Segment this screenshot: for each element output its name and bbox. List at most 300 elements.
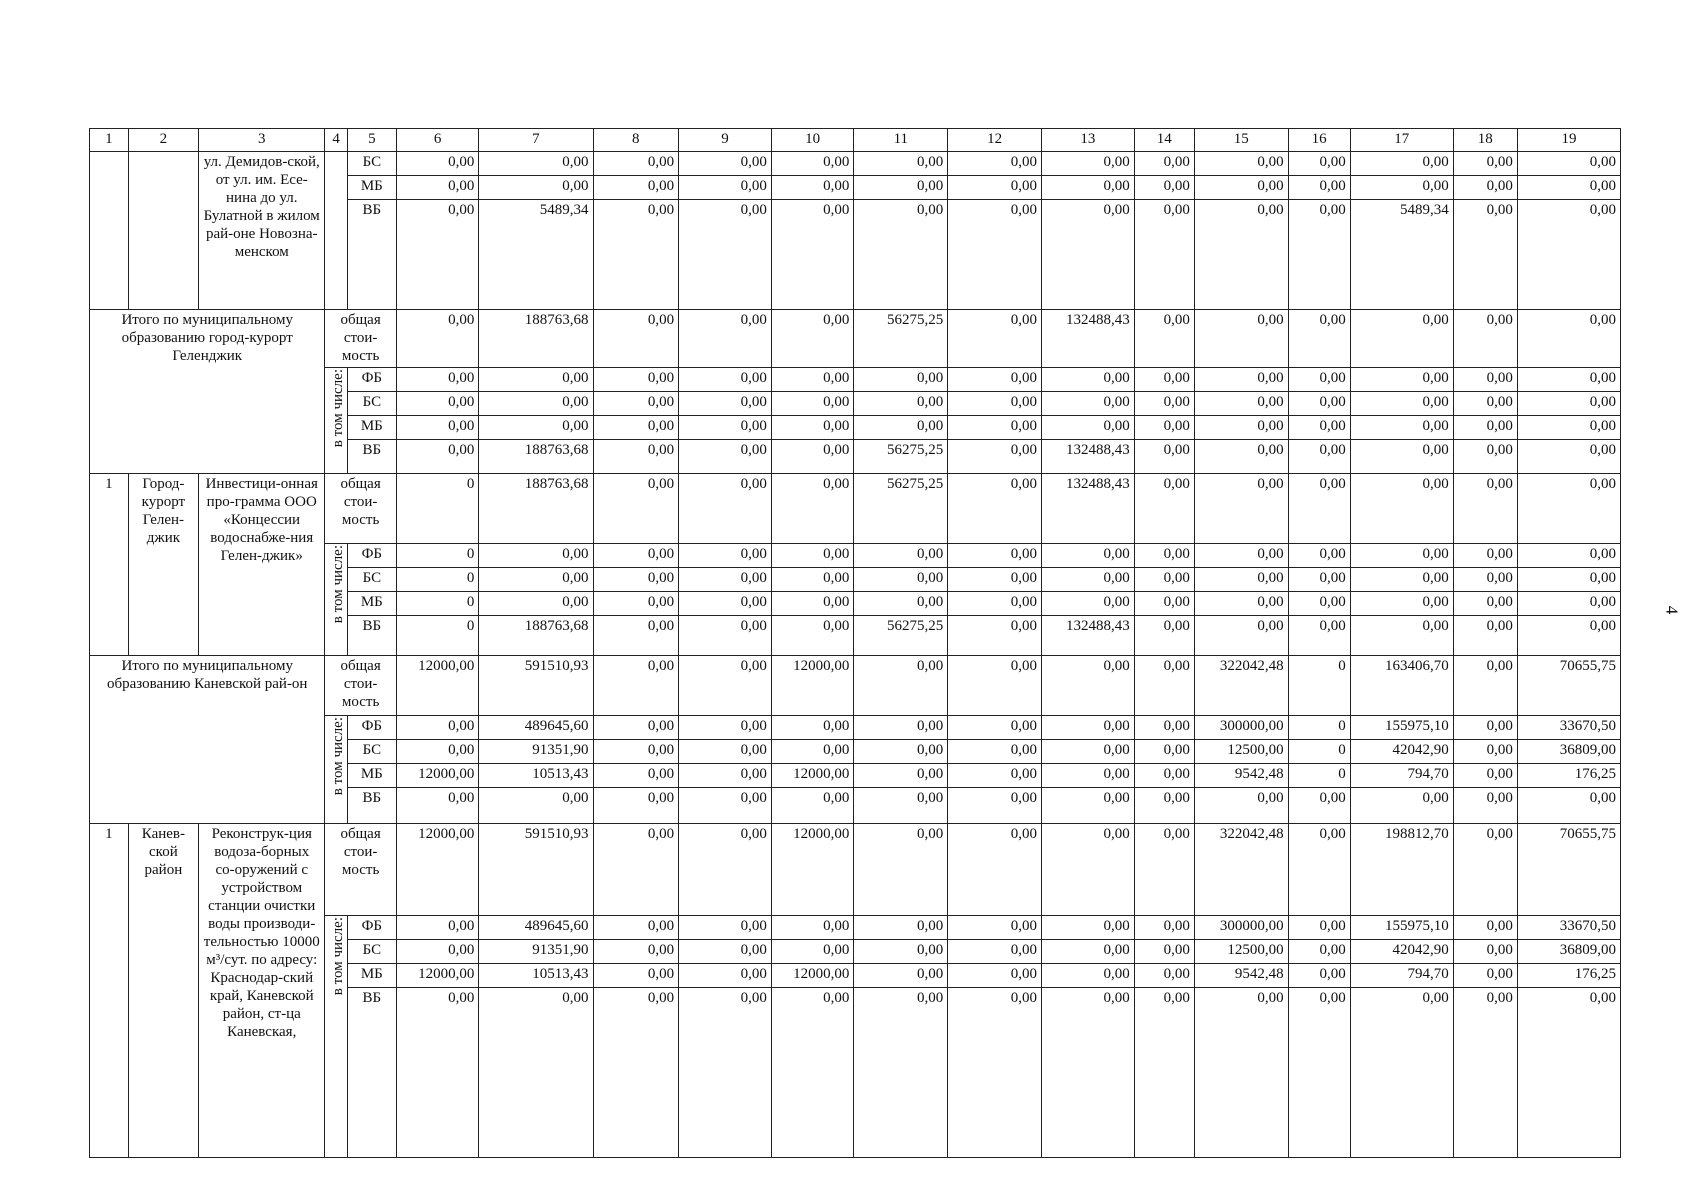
value-cell: 0,00 [1288,368,1350,392]
value-cell: 0,00 [1350,310,1453,368]
value-cell: 5489,34 [479,200,593,310]
value-cell: 70655,75 [1517,824,1620,916]
value-cell: 0,00 [1041,940,1134,964]
value-cell: 0,00 [1134,656,1194,716]
value-cell: 0,00 [1517,544,1620,568]
value-cell: 0,00 [771,616,854,656]
value-cell: 591510,93 [479,824,593,916]
column-header: 8 [593,129,679,152]
value-cell: 0 [1288,764,1350,788]
budget-type: МБ [347,764,396,788]
value-cell: 0,00 [593,568,679,592]
value-cell: 56275,25 [854,310,948,368]
value-cell: 0,00 [1517,176,1620,200]
value-cell: 0,00 [854,916,948,940]
budget-type: ВБ [347,788,396,824]
budget-type: ФБ [347,916,396,940]
value-cell: 0,00 [679,940,772,964]
budget-type: ВБ [347,200,396,310]
value-cell: 0 [1288,716,1350,740]
column-header: 1 [90,129,129,152]
value-cell: 0,00 [593,200,679,310]
value-cell: 0,00 [679,788,772,824]
value-cell: 0,00 [1134,616,1194,656]
value-cell: 0,00 [854,716,948,740]
value-cell: 0,00 [771,716,854,740]
value-cell: 0,00 [1350,568,1453,592]
value-cell: 0,00 [1453,656,1517,716]
value-cell: 12000,00 [771,656,854,716]
value-cell: 0,00 [679,716,772,740]
value-cell: 0,00 [1194,368,1288,392]
value-cell: 0,00 [771,176,854,200]
column-header: 17 [1350,129,1453,152]
value-cell: 0 [396,592,479,616]
budget-type: МБ [347,416,396,440]
value-cell: 0,00 [854,544,948,568]
value-cell: 0,00 [1288,592,1350,616]
value-cell: 0,00 [1134,568,1194,592]
value-cell: 0,00 [1134,824,1194,916]
value-cell: 0,00 [679,200,772,310]
value-cell: 489645,60 [479,916,593,940]
in-that-number-label [325,152,347,310]
value-cell: 132488,43 [1041,616,1134,656]
value-cell: 0,00 [1350,988,1453,1158]
table-row [90,656,1621,716]
budget-type: БС [347,940,396,964]
value-cell: 0,00 [1134,392,1194,416]
value-cell: 0,00 [593,764,679,788]
value-cell: 0,00 [854,368,948,392]
value-cell: 0,00 [679,392,772,416]
value-cell: 0,00 [948,964,1042,988]
value-cell: 0,00 [1288,988,1350,1158]
value-cell: 0,00 [854,940,948,964]
value-cell: 9542,48 [1194,764,1288,788]
value-cell: 0,00 [771,392,854,416]
value-cell: 0,00 [1288,392,1350,416]
value-cell: 0,00 [679,152,772,176]
value-cell: 0,00 [1194,392,1288,416]
budget-type: ВБ [347,440,396,474]
value-cell: 0,00 [1134,964,1194,988]
value-cell: 0,00 [1517,152,1620,176]
value-cell: 0,00 [593,544,679,568]
municipality-cell [128,152,198,310]
value-cell: 91351,90 [479,940,593,964]
value-cell: 0,00 [948,592,1042,616]
value-cell: 0,00 [771,152,854,176]
value-cell: 0,00 [1194,988,1288,1158]
value-cell: 0,00 [479,416,593,440]
value-cell: 0,00 [1453,544,1517,568]
value-cell: 0,00 [1453,716,1517,740]
value-cell: 322042,48 [1194,656,1288,716]
budget-type: ВБ [347,616,396,656]
in-that-number-label [325,916,347,1158]
object-description: Реконструк-ция водоза-борных со-оружений с устройством станции очистки воды производи-тельностью 10000 м³/сут. по адресу: Краснодар-ский край, Каневской район, ст-ца Каневская, [199,824,325,1158]
value-cell: 0 [396,568,479,592]
value-cell: 0,00 [679,764,772,788]
column-header: 12 [948,129,1042,152]
budget-type: ВБ [347,988,396,1158]
value-cell: 0,00 [1134,544,1194,568]
value-cell: 0,00 [948,310,1042,368]
column-header: 3 [199,129,325,152]
value-cell: 0,00 [1453,988,1517,1158]
value-cell: 0,00 [1453,416,1517,440]
value-cell: 591510,93 [479,656,593,716]
value-cell: 132488,43 [1041,310,1134,368]
value-cell: 0,00 [1041,152,1134,176]
column-header: 13 [1041,129,1134,152]
value-cell: 0,00 [948,392,1042,416]
value-cell: 0,00 [1194,568,1288,592]
value-cell: 0 [1288,740,1350,764]
column-header: 15 [1194,129,1288,152]
value-cell: 0,00 [396,176,479,200]
value-cell: 0,00 [479,788,593,824]
value-cell: 0,00 [479,592,593,616]
value-cell: 0,00 [679,544,772,568]
value-cell: 0,00 [1134,716,1194,740]
value-cell: 0,00 [593,740,679,764]
value-cell: 70655,75 [1517,656,1620,716]
value-cell: 0,00 [771,988,854,1158]
value-cell: 0,00 [1041,964,1134,988]
value-cell: 0,00 [948,716,1042,740]
table-row [90,310,1621,368]
value-cell: 0,00 [479,368,593,392]
value-cell: 0,00 [1134,474,1194,544]
value-cell: 0,00 [1288,440,1350,474]
value-cell: 0,00 [1041,764,1134,788]
value-cell: 0,00 [1041,916,1134,940]
value-cell: 0,00 [479,988,593,1158]
value-cell: 42042,90 [1350,740,1453,764]
value-cell: 0,00 [1517,368,1620,392]
value-cell: 0,00 [1041,544,1134,568]
value-cell: 0,00 [1194,200,1288,310]
value-cell: 0,00 [1134,916,1194,940]
column-header: 5 [347,129,396,152]
value-cell: 56275,25 [854,616,948,656]
value-cell: 322042,48 [1194,824,1288,916]
value-cell: 0,00 [593,824,679,916]
value-cell: 0,00 [948,176,1042,200]
value-cell: 0,00 [396,916,479,940]
value-cell: 0,00 [679,592,772,616]
value-cell: 0,00 [948,200,1042,310]
value-cell: 0,00 [1041,392,1134,416]
value-cell: 0,00 [1041,788,1134,824]
vertical-label: в том числе: [330,545,347,624]
value-cell: 12000,00 [396,656,479,716]
value-cell: 0,00 [1453,592,1517,616]
value-cell: 0,00 [1517,392,1620,416]
value-cell: 0,00 [479,176,593,200]
value-cell: 0,00 [1350,416,1453,440]
value-cell: 0,00 [1041,416,1134,440]
value-cell: 0,00 [948,988,1042,1158]
column-header: 6 [396,129,479,152]
value-cell: 0,00 [593,310,679,368]
vertical-label: в том числе: [330,917,347,996]
value-cell: 0,00 [948,416,1042,440]
value-cell: 0,00 [1194,544,1288,568]
value-cell: 198812,70 [1350,824,1453,916]
value-cell: 0,00 [1517,988,1620,1158]
value-cell: 0,00 [1288,964,1350,988]
value-cell: 0,00 [1134,988,1194,1158]
value-cell: 0,00 [948,788,1042,824]
value-cell: 0,00 [679,988,772,1158]
value-cell: 0,00 [396,152,479,176]
value-cell: 0,00 [1453,392,1517,416]
value-cell: 0,00 [771,368,854,392]
column-header: 19 [1517,129,1620,152]
value-cell: 0,00 [1350,152,1453,176]
value-cell: 794,70 [1350,764,1453,788]
value-cell: 0,00 [396,392,479,416]
column-header: 7 [479,129,593,152]
value-cell: 489645,60 [479,716,593,740]
in-that-number-label [325,368,347,474]
value-cell: 12000,00 [396,824,479,916]
value-cell: 0,00 [593,440,679,474]
value-cell: 0,00 [1453,176,1517,200]
value-cell: 0,00 [593,716,679,740]
value-cell: 0,00 [479,568,593,592]
value-cell: 0,00 [396,440,479,474]
value-cell: 0,00 [948,656,1042,716]
value-cell: 0,00 [1288,176,1350,200]
value-cell: 0,00 [771,592,854,616]
budget-table [89,128,1621,1158]
budget-type: ФБ [347,368,396,392]
value-cell: 0,00 [1453,740,1517,764]
value-cell: 0,00 [679,368,772,392]
value-cell: 0,00 [1517,200,1620,310]
budget-type: МБ [347,964,396,988]
value-cell: 0,00 [1288,152,1350,176]
value-cell: 163406,70 [1350,656,1453,716]
value-cell: 0,00 [771,788,854,824]
value-cell: 0,00 [679,440,772,474]
municipality-name: Канев-ской район [128,824,198,1158]
column-header: 14 [1134,129,1194,152]
value-cell: 0,00 [396,716,479,740]
value-cell: 0,00 [396,988,479,1158]
value-cell: 0,00 [1134,310,1194,368]
value-cell: 12000,00 [771,824,854,916]
value-cell: 0,00 [1350,392,1453,416]
value-cell: 0,00 [679,656,772,716]
value-cell: 0,00 [593,392,679,416]
value-cell: 0,00 [771,200,854,310]
value-cell: 0,00 [854,568,948,592]
value-cell: 155975,10 [1350,716,1453,740]
value-cell: 0,00 [1194,788,1288,824]
value-cell: 12500,00 [1194,940,1288,964]
value-cell: 0,00 [854,200,948,310]
value-cell: 0,00 [479,544,593,568]
value-cell: 0,00 [1134,176,1194,200]
value-cell: 0,00 [771,416,854,440]
value-cell: 36809,00 [1517,940,1620,964]
value-cell: 0,00 [593,964,679,988]
value-cell: 0,00 [1350,440,1453,474]
value-cell: 0,00 [1453,788,1517,824]
value-cell: 0,00 [854,592,948,616]
value-cell: 0,00 [1453,764,1517,788]
value-cell: 0,00 [948,940,1042,964]
total-cost-label: общая стои-мость [325,656,396,716]
table-row [90,824,1621,916]
value-cell: 0,00 [593,474,679,544]
municipality-total-title: Итого по муниципальному образованию Каневской рай-он [90,656,325,824]
value-cell: 0 [1288,656,1350,716]
value-cell: 0,00 [1041,716,1134,740]
value-cell: 0,00 [1517,568,1620,592]
value-cell: 0,00 [1350,592,1453,616]
value-cell: 0,00 [396,940,479,964]
value-cell: 0,00 [948,616,1042,656]
value-cell: 0,00 [1041,568,1134,592]
value-cell: 0,00 [1350,368,1453,392]
value-cell: 0,00 [771,440,854,474]
value-cell: 0,00 [1453,616,1517,656]
value-cell: 0,00 [1288,940,1350,964]
value-cell: 0,00 [1134,740,1194,764]
value-cell: 188763,68 [479,440,593,474]
value-cell: 0,00 [593,656,679,716]
value-cell: 0,00 [948,916,1042,940]
value-cell: 0,00 [771,940,854,964]
value-cell: 0,00 [1453,440,1517,474]
value-cell: 0,00 [679,964,772,988]
value-cell: 0,00 [771,916,854,940]
value-cell: 0,00 [1194,152,1288,176]
value-cell: 0,00 [948,544,1042,568]
value-cell: 33670,50 [1517,716,1620,740]
value-cell: 12000,00 [396,964,479,988]
object-description: ул. Демидов-ской, от ул. им. Есе-нина до ул. Булатной в жилом рай-оне Новозна-менском [199,152,325,310]
municipality-total-title: Итого по муниципальному образованию город-курорт Геленджик [90,310,325,474]
value-cell: 0,00 [593,940,679,964]
page-number: 4 [1661,605,1681,615]
value-cell: 0,00 [1194,310,1288,368]
value-cell: 155975,10 [1350,916,1453,940]
value-cell: 0,00 [1041,592,1134,616]
value-cell: 0,00 [771,544,854,568]
value-cell: 0,00 [1134,440,1194,474]
value-cell: 0,00 [1134,152,1194,176]
value-cell: 56275,25 [854,440,948,474]
vertical-label: в том числе: [330,369,347,448]
value-cell: 0,00 [1288,616,1350,656]
value-cell: 0,00 [1134,788,1194,824]
value-cell: 0,00 [1194,176,1288,200]
value-cell: 0,00 [679,916,772,940]
value-cell: 0 [396,616,479,656]
value-cell: 33670,50 [1517,916,1620,940]
table-row [90,129,1621,152]
value-cell: 0,00 [1134,200,1194,310]
object-description: Инвестици-онная про-грамма ООО «Концессии водоснабже-ния Гелен-джик» [199,474,325,656]
value-cell: 0 [396,474,479,544]
value-cell: 188763,68 [479,474,593,544]
budget-type: МБ [347,176,396,200]
value-cell: 0,00 [1288,474,1350,544]
value-cell: 0,00 [1350,616,1453,656]
value-cell: 0,00 [1134,764,1194,788]
value-cell: 0,00 [396,368,479,392]
value-cell: 0,00 [593,368,679,392]
budget-type: МБ [347,592,396,616]
value-cell: 9542,48 [1194,964,1288,988]
value-cell: 0,00 [1453,568,1517,592]
value-cell: 0,00 [948,440,1042,474]
value-cell: 0,00 [396,310,479,368]
value-cell: 0,00 [593,592,679,616]
value-cell: 0,00 [679,176,772,200]
value-cell: 10513,43 [479,964,593,988]
value-cell: 0,00 [854,416,948,440]
value-cell: 0,00 [854,764,948,788]
value-cell: 0,00 [1453,310,1517,368]
value-cell: 0,00 [679,568,772,592]
value-cell: 0,00 [948,740,1042,764]
value-cell: 0,00 [593,788,679,824]
value-cell: 0,00 [1041,656,1134,716]
value-cell: 0,00 [679,616,772,656]
value-cell: 0,00 [1350,474,1453,544]
budget-type: БС [347,152,396,176]
total-cost-label: общая стои-мость [325,824,396,916]
value-cell: 42042,90 [1350,940,1453,964]
value-cell: 0,00 [854,988,948,1158]
value-cell: 12000,00 [771,764,854,788]
value-cell: 300000,00 [1194,916,1288,940]
value-cell: 0,00 [854,152,948,176]
value-cell: 36809,00 [1517,740,1620,764]
value-cell: 0,00 [1288,568,1350,592]
table-row [90,152,1621,176]
value-cell: 794,70 [1350,964,1453,988]
value-cell: 0,00 [1134,592,1194,616]
budget-type: ФБ [347,716,396,740]
value-cell: 0,00 [1453,916,1517,940]
value-cell: 0,00 [396,740,479,764]
value-cell: 0,00 [396,200,479,310]
value-cell: 0,00 [1041,988,1134,1158]
vertical-label: в том числе: [330,717,347,796]
value-cell: 0,00 [1134,368,1194,392]
value-cell: 0,00 [1453,368,1517,392]
column-header: 10 [771,129,854,152]
table-row [90,474,1621,544]
value-cell: 12500,00 [1194,740,1288,764]
value-cell: 0,00 [679,310,772,368]
value-cell: 0,00 [679,474,772,544]
value-cell: 0,00 [948,764,1042,788]
in-that-number-label [325,544,347,656]
value-cell: 0,00 [1517,474,1620,544]
value-cell: 0,00 [1194,440,1288,474]
value-cell: 0,00 [1453,152,1517,176]
